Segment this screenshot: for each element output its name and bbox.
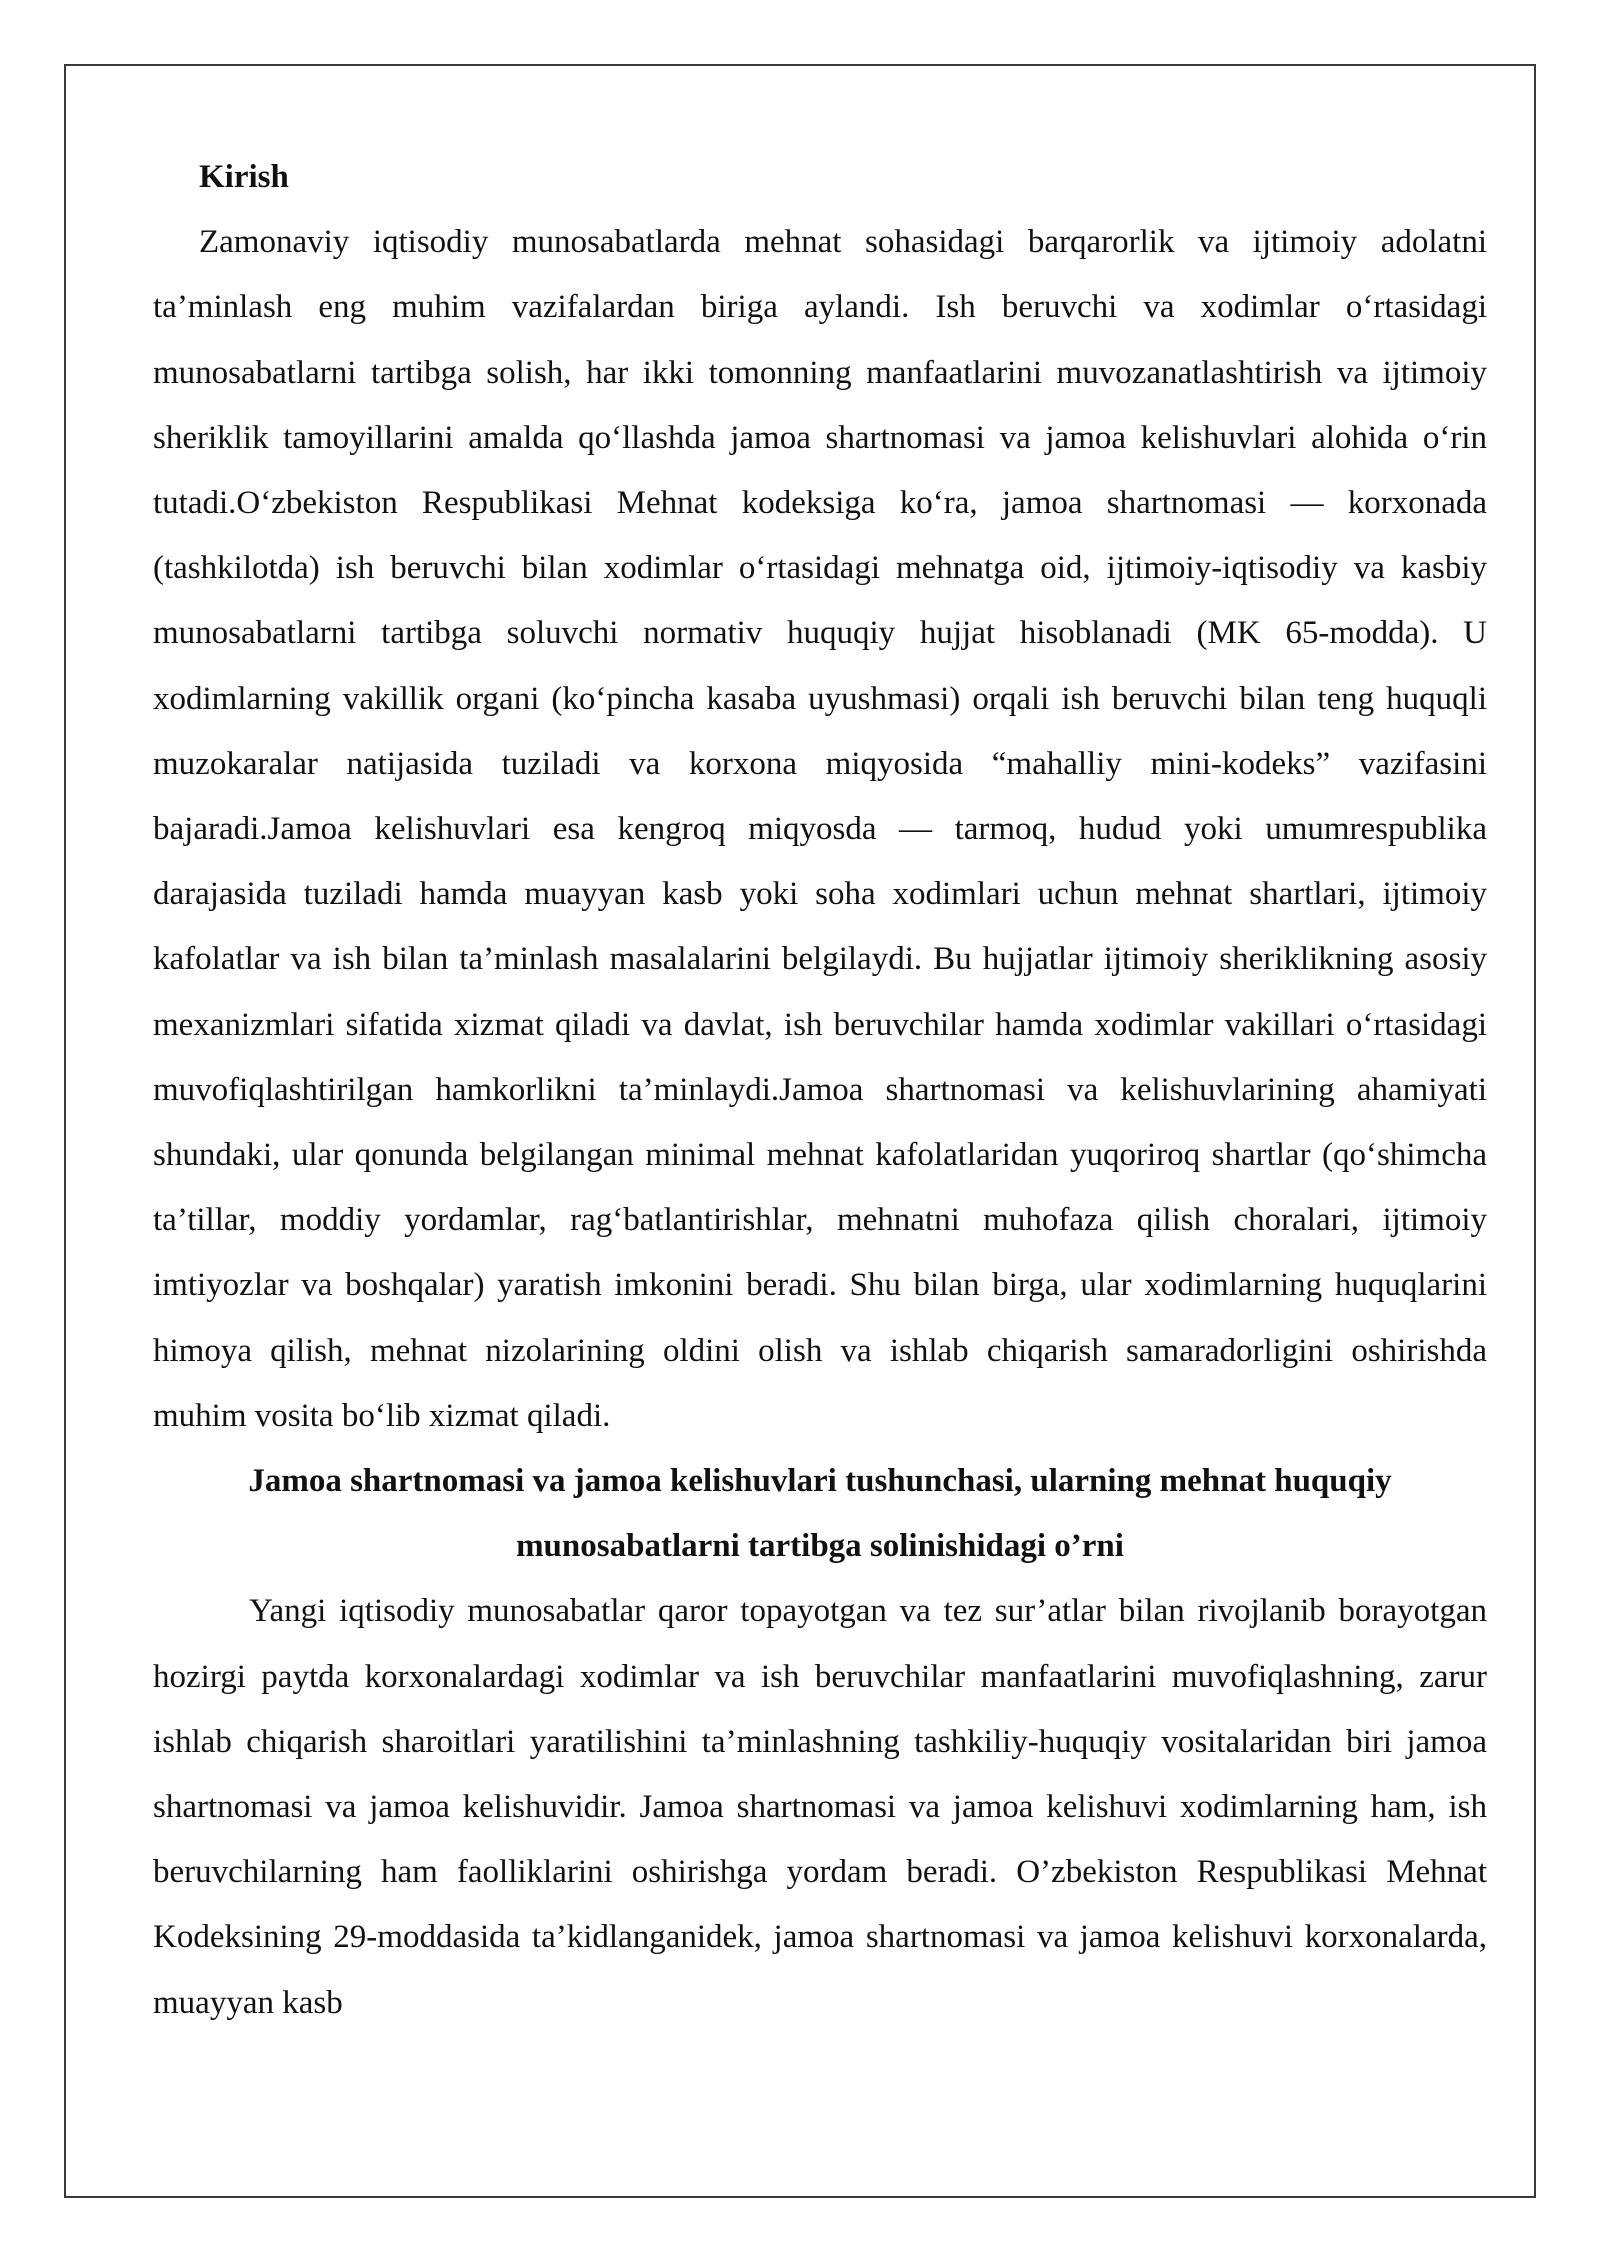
intro-paragraph: Zamonaviy iqtisodiy munosabatlarda mehnat sohasidagi barqarorlik va ijtimoiy adolatni ta’minlash eng muhim vazifalardan biriga aylandi. Ish beruvchi va xodimlar o‘rtasidagi munosabatlarni tartibga solish, har ikki tomonning manfaatlarini muvozanatlashtirish va ijtimoiy sheriklik tamoyillarini amalda qo‘llashda jamoa shartnomasi va jamoa kelishuvlari alohida o‘rin tutadi.O‘zbekiston Respublikasi Mehnat kodeksiga ko‘ra, jamoa shartnomasi — korxonada (tashkilotda) ish beruvchi bilan xodimlar o‘rtasidagi mehnatga oid, ijtimoiy-iqtisodiy va kasbiy munosabatlarni tartibga soluvchi normativ huquqiy hujjat hisoblanadi (MK 65-modda). U xodimlarning vakillik organi (ko‘pincha kasaba uyushmasi) orqali ish beruvchi bilan teng huquqli muzokaralar natijasida tuziladi va korxona miqyosida “mahalliy mini-kodeks” vazifasini bajaradi.Jamoa kelishuvlari esa kengroq miqyosda — tarmoq, hudud yoki umumrespublika darajasida tuziladi hamda muayyan kasb yoki soha xodimlari uchun mehnat shartlari, ijtimoiy kafolatlar va ish bilan ta’minlash masalalarini belgilaydi. Bu hujjatlar ijtimoiy sheriklikning asosiy mexanizmlari sifatida xizmat qiladi va davlat, ish beruvchilar hamda xodimlar vakillari o‘rtasidagi muvofiqlashtirilgan hamkorlikni ta’minlaydi.Jamoa shartnomasi va kelishuvlarining ahamiyati shundaki, ular qonunda belgilangan minimal mehnat kafolatlaridan yuqoriroq shartlar (qo‘shimcha ta’tillar, moddiy yordamlar, rag‘batlantirishlar, mehnatni muhofaza qilish choralari, ijtimoiy imtiyozlar va boshqalar) yaratish imkonini beradi. Shu bilan birga, ular xodimlarning huquqlarini himoya qilish, mehnat nizolarining oldini olish va ishlab chiqarish samaradorligini oshirishda muhim vosita bo‘lib xizmat qiladi. [153, 224, 1487, 1434]
document-body [153, 145, 1487, 2036]
intro-heading: Kirish [199, 159, 289, 195]
section-paragraph: Yangi iqtisodiy munosabatlar qaror topayotgan va tez sur’atlar bilan rivojlanib borayotgan hozirgi paytda korxonalardagi xodimlar va ish beruvchilar manfaatlarini muvofiqlashning, zarur ishlab chiqarish sharoitlari yaratilishini ta’minlashning tashkiliy-huquqiy vositalaridan biri jamoa shartnomasi va jamoa kelishuvidir. Jamoa shartnomasi va jamoa kelishuvi xodimlarning ham, ish beruvchilarning ham faolliklarini oshirishga yordam beradi. O’zbekiston Respublikasi Mehnat Kodeksining 29-moddasida ta’kidlanganidek, jamoa shartnomasi va jamoa kelishuvi korxonalarda, muayyan kasb [153, 1593, 1487, 2021]
section-title: Jamoa shartnomasi va jamoa kelishuvlari tushunchasi, ularning mehnat huquqiy munosabatlarni tartibga solinishidagi o’rni [248, 1463, 1392, 1565]
